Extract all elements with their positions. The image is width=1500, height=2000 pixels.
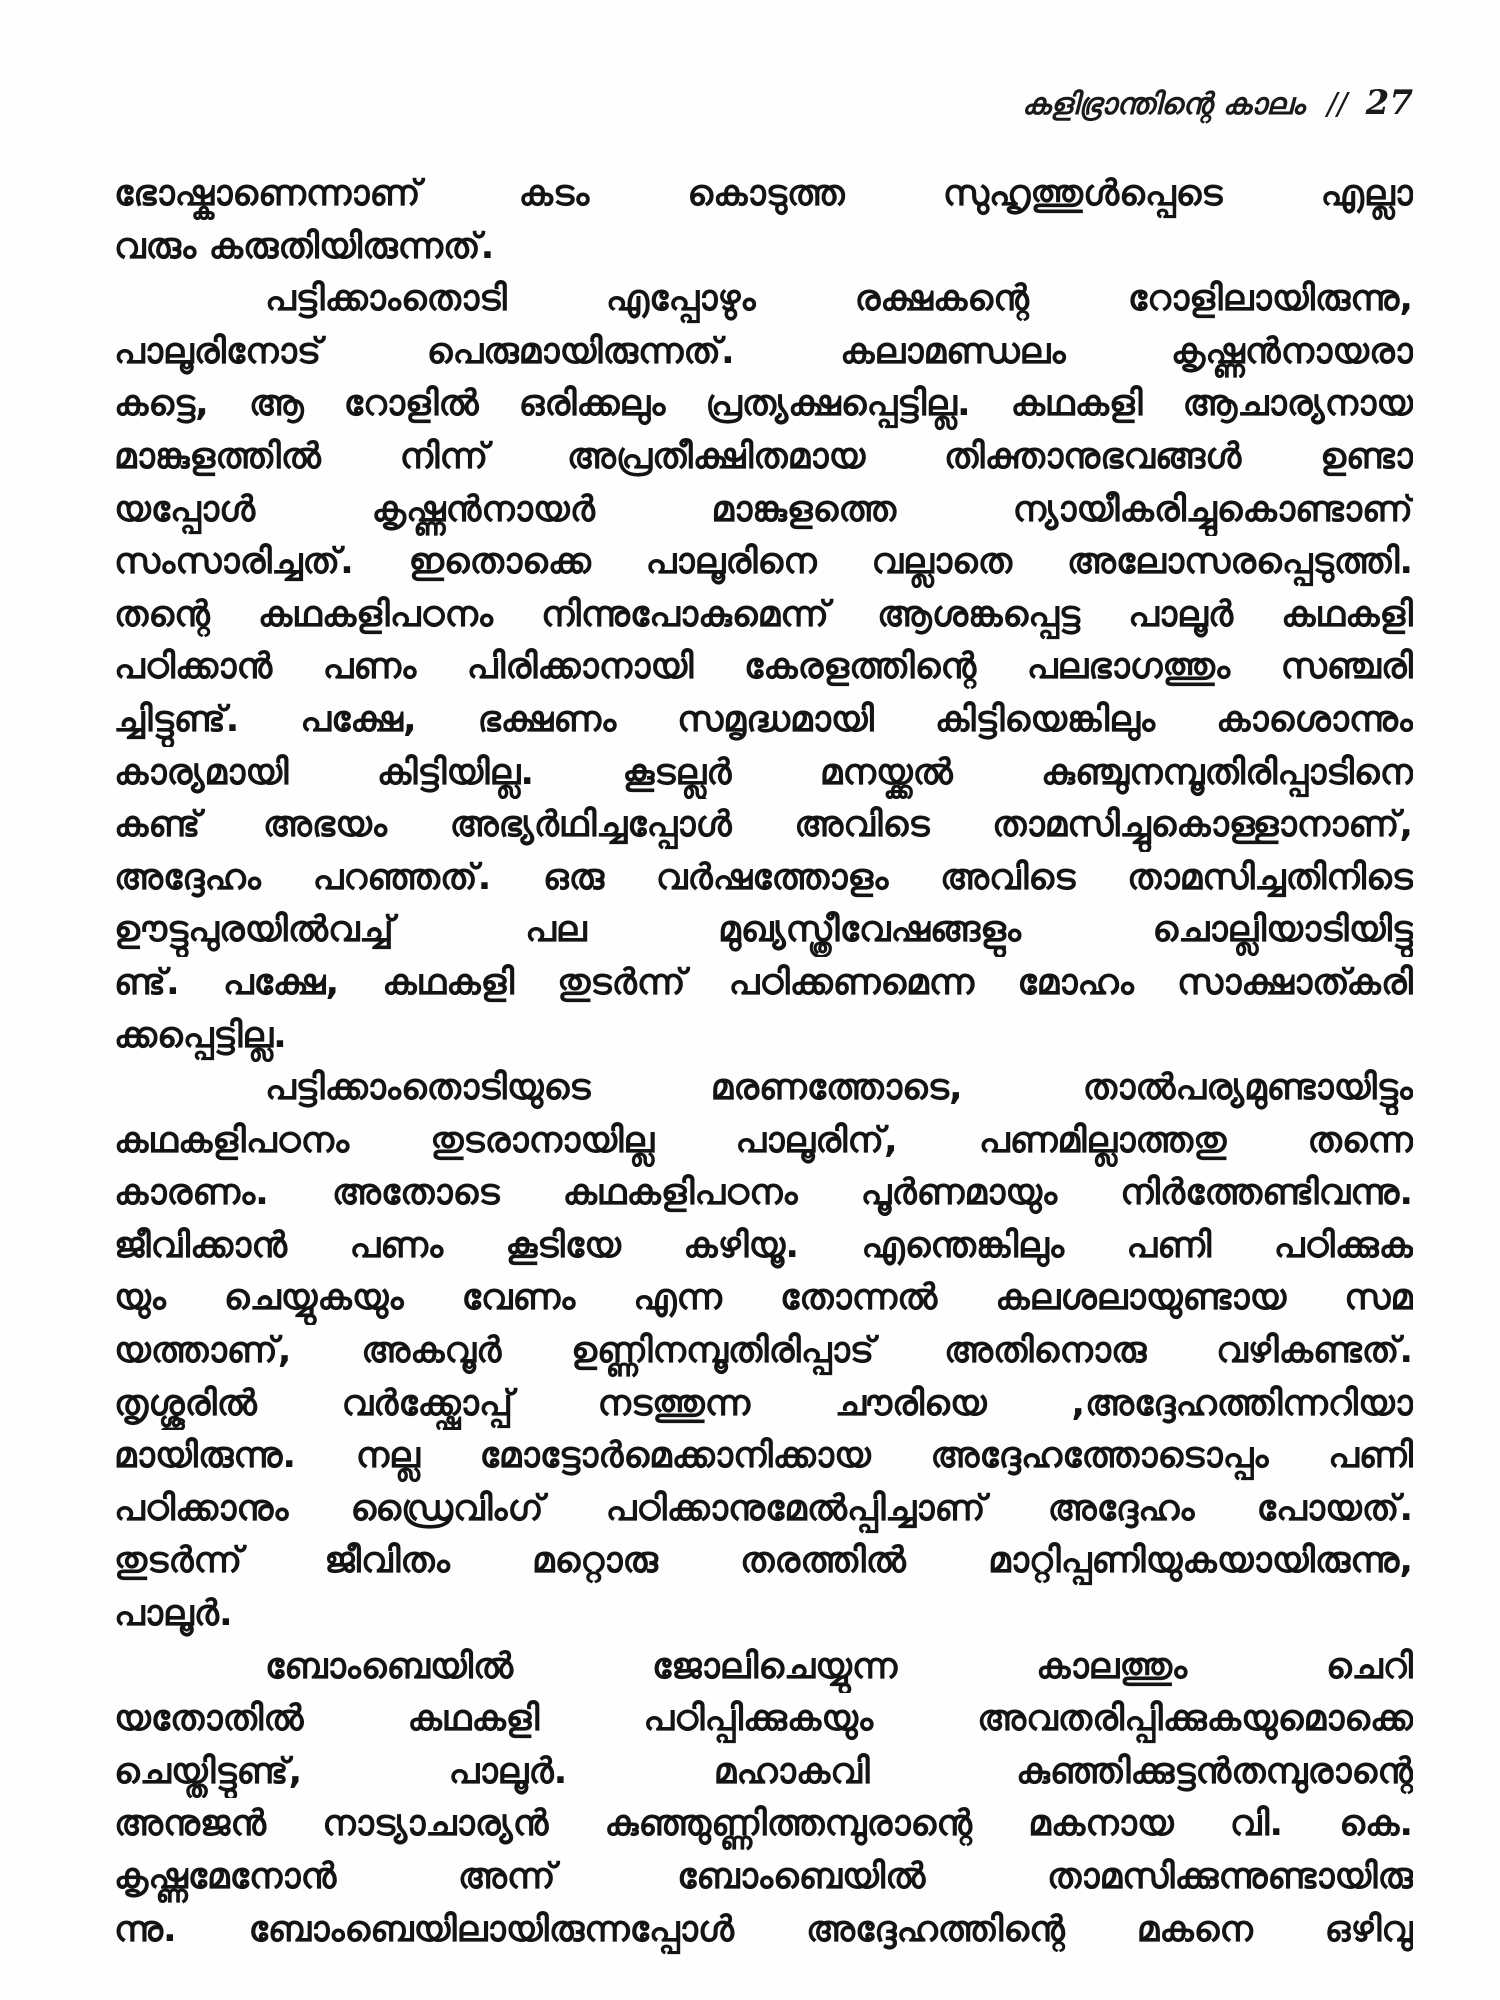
text-line: ച്ചിട്ടുണ്ട്. പക്ഷേ, ഭക്ഷണം സമൃദ്ധമായി കിട്ടിയെങ്കിലും കാശൊന്നും [114, 698, 1413, 740]
text-line: കഥകളിപഠനം തുടരാനായില്ല പാലൂരിന്, പണമില്ലാത്തതു തന്നെ [114, 1119, 1413, 1161]
text-line: മായിരുന്നു. നല്ല മോട്ടോർമെക്കാനിക്കായ അദ്ദേഹത്തോടൊപ്പം പണി [114, 1435, 1413, 1477]
text-line: മാങ്കുളത്തിൽ നിന്ന് അപ്രതീക്ഷിതമായ തിക്താനുഭവങ്ങൾ ഉണ്ടാ [114, 435, 1413, 477]
text-line: യപ്പോൾ കൃഷ്ണൻനായർ മാങ്കുളത്തെ ന്യായീകരിച്ചുകൊണ്ടാണ് [114, 488, 1413, 530]
text-line: കാര്യമായി കിട്ടിയില്ല. കൂടല്ലൂർ മനയ്ക്കൽ കുഞ്ചുനമ്പൂതിരിപ്പാടിനെ [114, 751, 1413, 793]
text-line: തുടർന്ന് ജീവിതം മറ്റൊരു തരത്തിൽ മാറ്റിപ്പണിയുകയായിരുന്നു, [114, 1540, 1413, 1582]
text-line: കാരണം. അതോടെ കഥകളിപഠനം പൂർണമായും നിർത്തേണ്ടിവന്നു. [114, 1172, 1413, 1214]
text-line: സംസാരിച്ചത്. ഇതൊക്കെ പാലൂരിനെ വല്ലാതെ അലോസരപ്പെടുത്തി. [114, 541, 1413, 583]
text-line: യും ചെയ്യുകയും വേണം എന്ന തോന്നൽ കലശലായുണ്ടായ സമ [114, 1277, 1413, 1319]
text-line: യത്താണ്, അകവൂർ ഉണ്ണിനമ്പൂതിരിപ്പാട് അതിനൊരു വഴികണ്ടത്. [114, 1330, 1413, 1372]
paragraph [114, 273, 1413, 1062]
running-head [1022, 80, 1413, 126]
text-line: അദ്ദേഹം പറഞ്ഞത്. ഒരു വർഷത്തോളം അവിടെ താമസിച്ചതിനിടെ [114, 856, 1413, 898]
text-line: കണ്ട് അഭയം അഭ്യർഥിച്ചപ്പോൾ അവിടെ താമസിച്ചുകൊള്ളാനാണ്, [114, 804, 1413, 846]
text-line: കൃഷ്ണമേനോൻ അന്ന് ബോംബെയിൽ താമസിക്കുന്നുണ്ടായിരു [114, 1856, 1413, 1897]
body-text [114, 168, 1413, 1956]
text-line: പാലൂരിനോട് പെരുമായിരുന്നത്. കലാമണ്ഡലം കൃഷ്ണൻനായരാ [114, 330, 1413, 372]
paragraph [114, 1641, 1413, 1957]
text-line: അനുജൻ നാട്യാചാര്യൻ കുഞ്ഞുണ്ണിത്തമ്പുരാന്റെ മകനായ വി. കെ. [114, 1803, 1413, 1845]
text-line: തന്റെ കഥകളിപഠനം നിന്നുപോകുമെന്ന് ആശങ്കപ്പെട്ട പാലൂർ കഥകളി [114, 593, 1413, 635]
page-number: 27 [1365, 83, 1413, 123]
text-line: ക്കപ്പെട്ടില്ല. [114, 1014, 287, 1056]
text-line: ഊട്ടുപുരയിൽവച്ച് പല മുഖ്യസ്ത്രീവേഷങ്ങളും ചൊല്ലിയാടിയിട്ടു [114, 909, 1413, 951]
text-line: പഠിക്കാൻ പണം പിരിക്കാനായി കേരളത്തിന്റെ പലഭാഗത്തും സഞ്ചരി [114, 646, 1413, 688]
running-head-separator: // [1327, 87, 1348, 122]
text-line: ന്നു. ബോംബെയിലായിരുന്നപ്പോൾ അദ്ദേഹത്തിന്റെ മകനെ ഒഴിവു [114, 1908, 1413, 1950]
text-line: കട്ടെ, ആ റോളിൽ ഒരിക്കലും പ്രത്യക്ഷപ്പെട്ടില്ല. കഥകളി ആചാര്യനായ [114, 383, 1413, 425]
running-head-title: കളിഭ്രാന്തിന്റെ കാലം [1021, 87, 1305, 122]
paragraph [114, 1062, 1413, 1641]
text-line: യതോതിൽ കഥകളി പഠിപ്പിക്കുകയും അവതരിപ്പിക്കുകയുമൊക്കെ [114, 1698, 1413, 1740]
text-line: ണ്ട്. പക്ഷേ, കഥകളി തുടർന്ന് പഠിക്കണമെന്ന മോഹം സാക്ഷാത്കരി [114, 961, 1413, 1003]
text-line: പട്ടിക്കാംതൊടി എപ്പോഴും രക്ഷകന്റെ റോളിലായിരുന്നു, [265, 278, 1413, 320]
text-line: പാലൂർ. [114, 1593, 233, 1635]
paragraph [114, 168, 1413, 273]
text-line: ബോംബെയിൽ ജോലിചെയ്യുന്ന കാലത്തും ചെറി [265, 1645, 1413, 1687]
text-line: പഠിക്കാനും ഡ്രൈവിംഗ് പഠിക്കാനുമേൽപ്പിച്ചാണ് അദ്ദേഹം പോയത്. [114, 1487, 1413, 1529]
text-line: തൃശ്ശൂരിൽ വർക്ക്ഷോപ്പ് നടത്തുന്ന ചൗരിയെ ,അദ്ദേഹത്തിന്നറിയാ [114, 1382, 1413, 1424]
text-line: ഭോഷ്കാണെന്നാണ് കടം കൊടുത്ത സുഹൃത്തുൾപ്പെടെ എല്ലാ [114, 173, 1413, 214]
text-line: ചെയ്തിട്ടുണ്ട്, പാലൂർ. മഹാകവി കുഞ്ഞിക്കുട്ടൻതമ്പുരാന്റെ [114, 1750, 1413, 1792]
text-line: വരും കരുതിയിരുന്നത്. [114, 225, 495, 267]
text-line: പട്ടിക്കാംതൊടിയുടെ മരണത്തോടെ, താൽപര്യമുണ്ടായിട്ടും [265, 1067, 1413, 1109]
text-line: ജീവിക്കാൻ പണം കൂടിയേ കഴിയൂ. എന്തെങ്കിലും പണി പഠിക്കുക [114, 1224, 1413, 1266]
